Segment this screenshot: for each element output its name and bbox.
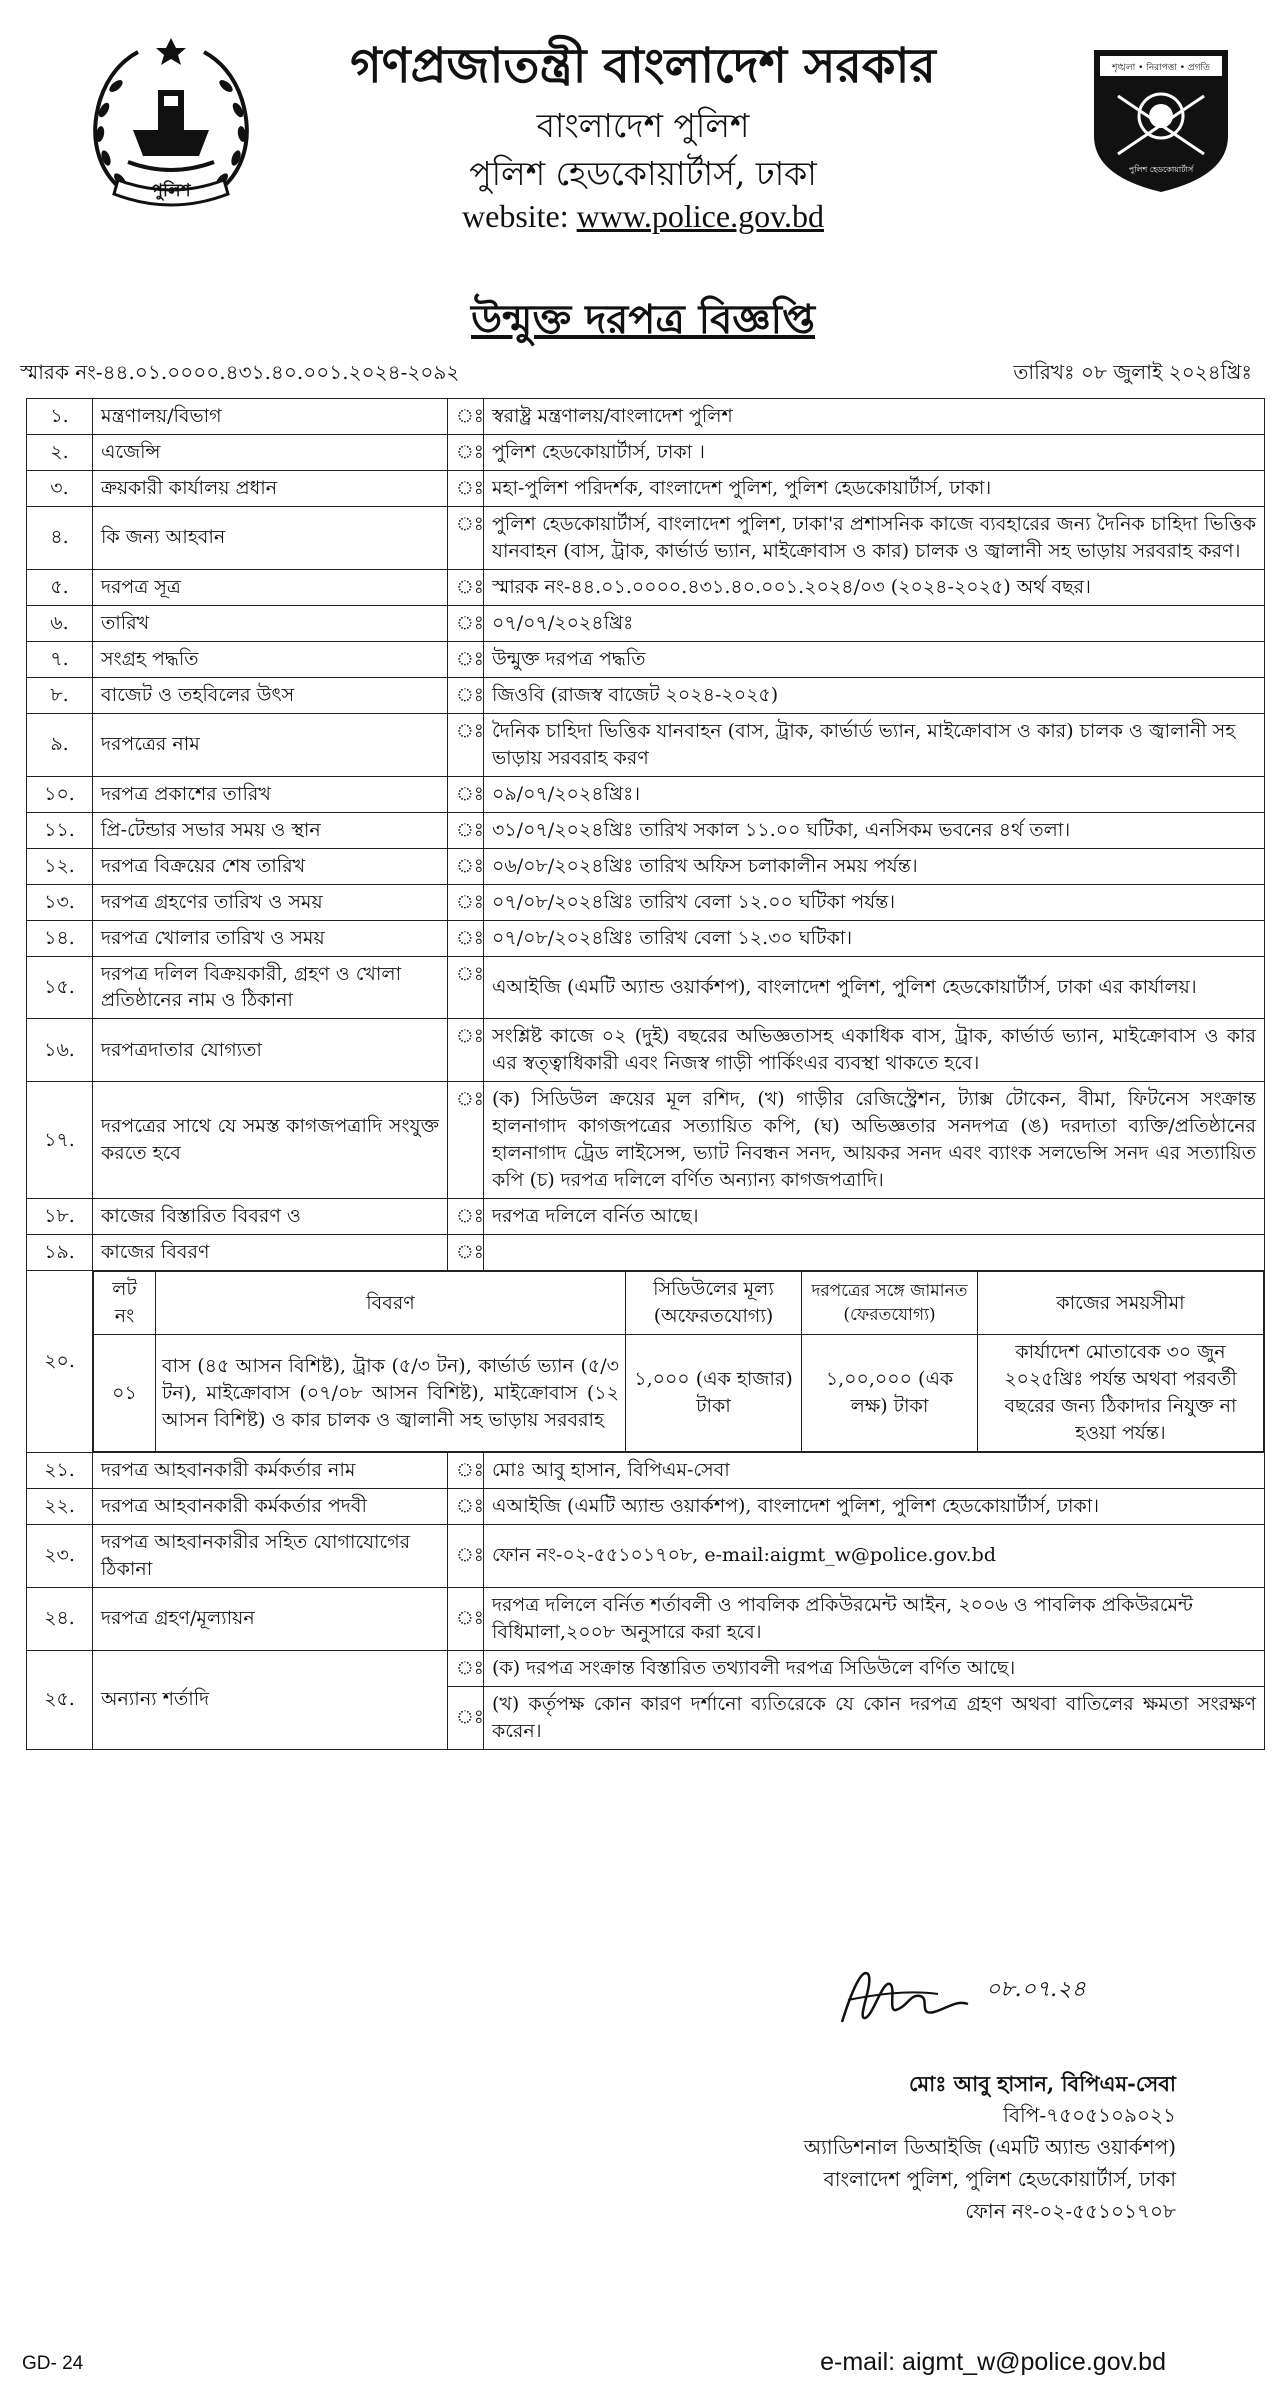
lot-header-timeline: কাজের সময়সীমা bbox=[978, 1272, 1264, 1335]
row-value: উন্মুক্ত দরপত্র পদ্ধতি bbox=[484, 641, 1265, 677]
row-number: ১৮. bbox=[27, 1199, 93, 1235]
row-number: ১৬. bbox=[27, 1019, 93, 1082]
signatory-email[interactable]: e-mail: aigmt_w@police.gov.bd bbox=[820, 2348, 1166, 2376]
row-number: ৭. bbox=[27, 641, 93, 677]
lot-header-price: সিডিউলের মূল্য (অফেরতযোগ্য) bbox=[626, 1272, 802, 1335]
table-row bbox=[27, 1235, 1265, 1271]
row-colon: ঃ bbox=[448, 776, 484, 812]
row-label: দরপত্রের নাম bbox=[93, 713, 448, 776]
lot-timeline: কার্যাদেশ মোতাবেক ৩০ জুন ২০২৫খ্রিঃ পর্যন্ত অথবা পরবর্তী বছরের জন্য ঠিকাদার নিযুক্ত না হওয়া পর্যন্ত। bbox=[978, 1335, 1264, 1452]
row-value: দৈনিক চাহিদা ভিত্তিক যানবাহন (বাস, ট্রাক, কার্ভার্ড ভ্যান, মাইক্রোবাস ও কার) চালক ও জ্বালানী সহ ভাড়ায় সরবরাহ করণ bbox=[484, 713, 1265, 776]
government-title: গণপ্রজাতন্ত্রী বাংলাদেশ সরকার bbox=[350, 38, 936, 94]
row-value: স্মারক নং-৪৪.০১.০০০০.৪৩১.৪০.০০১.২০২৪/০৩ (২০২৪-২০২৫) অর্থ বছর। bbox=[484, 569, 1265, 605]
row-number: ২৪. bbox=[27, 1587, 93, 1650]
row-value: সংশ্লিষ্ট কাজে ০২ (দুই) বছরের অভিজ্ঞতাসহ একাধিক বাস, ট্রাক, কার্ভার্ড ভ্যান, মাইক্রোবাস ও কার এর স্বত্ত্বাধিকারী এবং নিজস্ব গাড়ী পার্কিংএর ব্যবস্থা থাকতে হবে। bbox=[484, 1019, 1265, 1082]
table-row bbox=[27, 605, 1265, 641]
department-name: বাংলাদেশ পুলিশ bbox=[536, 106, 750, 145]
row-number: ২. bbox=[27, 434, 93, 470]
signature-date: ০৮.০৭.২৪ bbox=[986, 1977, 1086, 2002]
row-label: এজেন্সি bbox=[93, 434, 448, 470]
row-number: ১৯. bbox=[27, 1235, 93, 1271]
signatory-designation: অ্যাডিশনাল ডিআইজি (এমটি অ্যান্ড ওয়ার্কশপ) bbox=[803, 2135, 1176, 2159]
row-colon: ঃ bbox=[448, 677, 484, 713]
row-colon: ঃ bbox=[448, 812, 484, 848]
row-label: তারিখ bbox=[93, 605, 448, 641]
signatory-name: মোঃ আবু হাসান, বিপিএম-সেবা bbox=[909, 2071, 1176, 2096]
table-row bbox=[27, 713, 1265, 776]
signatory-office: বাংলাদেশ পুলিশ, পুলিশ হেডকোয়ার্টার্স, ঢাকা bbox=[823, 2167, 1176, 2191]
row-label: কাজের বিস্তারিত বিবরণ ও bbox=[93, 1199, 448, 1235]
row-number: ১২. bbox=[27, 848, 93, 884]
row-label: দরপত্রদাতার যোগ্যতা bbox=[93, 1019, 448, 1082]
table-row bbox=[27, 506, 1265, 569]
term-a: (ক) দরপত্র সংক্রান্ত বিস্তারিত তথ্যাবলী দরপত্র সিডিউলে বর্ণিত আছে। bbox=[484, 1650, 1265, 1686]
row-number: ২৩. bbox=[27, 1524, 93, 1587]
bangladesh-police-emblem-icon bbox=[78, 30, 264, 220]
row-value: ০৭/০৮/২০২৪খ্রিঃ তারিখ বেলা ১২.৩০ ঘটিকা। bbox=[484, 920, 1265, 956]
row-colon: ঃ bbox=[448, 569, 484, 605]
row-colon: ঃ bbox=[448, 1019, 484, 1082]
row-colon: ঃ bbox=[448, 470, 484, 506]
lot-header-security: দরপত্রের সঙ্গে জামানত (ফেরতযোগ্য) bbox=[802, 1272, 978, 1335]
table-row-lot-details bbox=[27, 1271, 1265, 1453]
table-row bbox=[27, 1488, 1265, 1524]
row-label: সংগ্রহ পদ্ধতি bbox=[93, 641, 448, 677]
lot-row bbox=[94, 1335, 1264, 1452]
table-row bbox=[27, 776, 1265, 812]
row-colon: ঃ bbox=[448, 1488, 484, 1524]
row-value: ০৭/০৮/২০২৪খ্রিঃ তারিখ বেলা ১২.০০ ঘটিকা পর্যন্ত। bbox=[484, 884, 1265, 920]
row-number: ২১. bbox=[27, 1453, 93, 1489]
website-link[interactable]: www.police.gov.bd bbox=[576, 198, 824, 234]
table-row bbox=[27, 956, 1265, 1019]
row-value bbox=[484, 1235, 1265, 1271]
row-colon: ঃ bbox=[448, 1199, 484, 1235]
row-label: দরপত্র দলিল বিক্রয়কারী, গ্রহণ ও খোলা প্রতিষ্ঠানের নাম ও ঠিকানা bbox=[93, 956, 448, 1019]
row-colon: ঃ bbox=[448, 1235, 484, 1271]
row-number: ৪. bbox=[27, 506, 93, 569]
svg-text:শৃঙ্খলা • নিরাপত্তা • প্রগতি: শৃঙ্খলা • নিরাপত্তা • প্রগতি bbox=[1112, 63, 1210, 73]
lot-details-cell bbox=[93, 1271, 1265, 1453]
table-row bbox=[27, 641, 1265, 677]
lot-header-row bbox=[94, 1272, 1264, 1335]
row-value: দরপত্র দলিলে বর্নিত শর্তাবলী ও পাবলিক প্রকিউরমেন্ট আইন, ২০০৬ ও পাবলিক প্রকিউরমেন্ট বিধিমালা,২০০৮ অনুসারে করা হবে। bbox=[484, 1587, 1265, 1650]
row-number: ১৪. bbox=[27, 920, 93, 956]
row-label: কাজের বিবরণ bbox=[93, 1235, 448, 1271]
lot-number: ০১ bbox=[94, 1335, 156, 1452]
row-number: ১১. bbox=[27, 812, 93, 848]
row-number: ৮. bbox=[27, 677, 93, 713]
row-value: এআইজি (এমটি অ্যান্ড ওয়ার্কশপ), বাংলাদেশ পুলিশ, পুলিশ হেডকোয়ার্টার্স, ঢাকা। bbox=[484, 1488, 1265, 1524]
row-value: ০৯/০৭/২০২৪খ্রিঃ। bbox=[484, 776, 1265, 812]
table-row bbox=[27, 1019, 1265, 1082]
row-number: ৫. bbox=[27, 569, 93, 605]
row-number: ১৭. bbox=[27, 1082, 93, 1199]
lot-price: ১,০০০ (এক হাজার) টাকা bbox=[626, 1335, 802, 1452]
table-row bbox=[27, 470, 1265, 506]
row-colon: ঃ bbox=[448, 920, 484, 956]
row-number: ৩. bbox=[27, 470, 93, 506]
table-row bbox=[27, 812, 1265, 848]
row-value: দরপত্র দলিলে বর্নিত আছে। bbox=[484, 1199, 1265, 1235]
table-row bbox=[27, 1199, 1265, 1235]
row-value: পুলিশ হেডকোয়ার্টার্স, বাংলাদেশ পুলিশ, ঢাকা'র প্রশাসনিক কাজে ব্যবহারের জন্য দৈনিক চাহিদা ভিত্তিক যানবাহন (বাস, ট্রাক, কার্ভার্ড ভ্যান, মাইক্রোবাস ও কার) চালক ও জ্বালানী সহ ভাড়ায় সরবরাহ করণ। bbox=[484, 506, 1265, 569]
row-number: ১০. bbox=[27, 776, 93, 812]
notice-date: তারিখঃ ০৮ জুলাই ২০২৪খ্রিঃ bbox=[1013, 360, 1252, 384]
row-label: দরপত্র বিক্রয়ের শেষ তারিখ bbox=[93, 848, 448, 884]
notice-title: উন্মুক্ত দরপত্র বিজ্ঞপ্তি bbox=[470, 296, 815, 343]
row-value: পুলিশ হেডকোয়ার্টার্স, ঢাকা । bbox=[484, 434, 1265, 470]
row-value: স্বরাষ্ট্র মন্ত্রণালয়/বাংলাদেশ পুলিশ bbox=[484, 399, 1265, 435]
row-value: মহা-পুলিশ পরিদর্শক, বাংলাদেশ পুলিশ, পুলিশ হেডকোয়ার্টার্স, ঢাকা। bbox=[484, 470, 1265, 506]
row-number: ১৩. bbox=[27, 884, 93, 920]
row-label: দরপত্র গ্রহণ/মূল্যায়ন bbox=[93, 1587, 448, 1650]
row-number: ১৫. bbox=[27, 956, 93, 1019]
row-number: ২২. bbox=[27, 1488, 93, 1524]
row-label: দরপত্র আহবানকারী কর্মকর্তার পদবী bbox=[93, 1488, 448, 1524]
row-label: দরপত্রের সাথে যে সমস্ত কাগজপত্রাদি সংযুক্ত করতে হবে bbox=[93, 1082, 448, 1199]
lot-security: ১,০০,০০০ (এক লক্ষ) টাকা bbox=[802, 1335, 978, 1452]
row-colon: ঃ bbox=[448, 1082, 484, 1199]
memo-number: স্মারক নং-৪৪.০১.০০০০.৪৩১.৪০.০০১.২০২৪-২০৯২ bbox=[20, 360, 460, 384]
term-b: (খ) কর্তৃপক্ষ কোন কারণ দর্শানো ব্যতিরেকে যে কোন দরপত্র গ্রহণ অথবা বাতিলের ক্ষমতা সংরক্ষণ করেন। bbox=[484, 1686, 1265, 1749]
row-colon: ঃ bbox=[448, 506, 484, 569]
row-colon: ঃ bbox=[448, 434, 484, 470]
lot-header-number: লট নং bbox=[94, 1272, 156, 1335]
row-colon: ঃ bbox=[448, 848, 484, 884]
row-label: দরপত্র আহবানকারীর সহিত যোগাযোগের ঠিকানা bbox=[93, 1524, 448, 1587]
row-colon: ঃ bbox=[448, 399, 484, 435]
table-row bbox=[27, 677, 1265, 713]
row-value: জিওবি (রাজস্ব বাজেট ২০২৪-২০২৫) bbox=[484, 677, 1265, 713]
table-row bbox=[27, 399, 1265, 435]
row-colon: ঃ bbox=[448, 605, 484, 641]
row-value: ০৬/০৮/২০২৪খ্রিঃ তারিখ অফিস চলাকালীন সময় পর্যন্ত। bbox=[484, 848, 1265, 884]
row-label: প্রি-টেন্ডার সভার সময় ও স্থান bbox=[93, 812, 448, 848]
signatory-phone: ফোন নং-০২-৫৫১০১৭০৮ bbox=[965, 2199, 1176, 2223]
row-colon: ঃ bbox=[448, 956, 484, 1019]
row-value: (ক) সিডিউল ক্রয়ের মূল রশিদ, (খ) গাড়ীর রেজিস্ট্রেশন, ট্যাক্স টোকেন, বীমা, ফিটনেস সংক্রান্ত হালনাগাদ কাগজপত্রের সত্যায়িত কপি, (ঘ) অভিজ্ঞতার সনদপত্র (ঙ) দরদাতা ব্যক্তি/প্রতিষ্ঠানের হালনাগাদ ট্রেড লাইসেন্স, ভ্যাট নিবন্ধন সনদ, আয়কর সনদ এবং ব্যাংক সলভেন্সি সনদ এর সত্যায়িত কপি (চ) দরপত্র দলিলে বর্ণিত অন্যান্য কাগজপত্রাদি। bbox=[484, 1082, 1265, 1199]
table-row bbox=[27, 434, 1265, 470]
row-value: ০৭/০৭/২০২৪খ্রিঃ bbox=[484, 605, 1265, 641]
footer-code: GD- 24 bbox=[22, 2353, 84, 2374]
row-label: মন্ত্রণালয়/বিভাগ bbox=[93, 399, 448, 435]
lot-table bbox=[93, 1271, 1264, 1452]
table-row bbox=[27, 569, 1265, 605]
row-colon: ঃ bbox=[448, 641, 484, 677]
row-colon: ঃ bbox=[448, 713, 484, 776]
row-colon: ঃ bbox=[448, 1686, 484, 1749]
table-row bbox=[27, 848, 1265, 884]
row-label: দরপত্র গ্রহণের তারিখ ও সময় bbox=[93, 884, 448, 920]
row-label: দরপত্র প্রকাশের তারিখ bbox=[93, 776, 448, 812]
website-label: website: bbox=[462, 198, 569, 234]
table-row bbox=[27, 920, 1265, 956]
website-line bbox=[300, 198, 986, 235]
row-colon: ঃ bbox=[448, 1587, 484, 1650]
table-row bbox=[27, 1082, 1265, 1199]
row-value: ৩১/০৭/২০২৪খ্রিঃ তারিখ সকাল ১১.০০ ঘটিকা, এনসিকম ভবনের ৪র্থ তলা। bbox=[484, 812, 1265, 848]
letterhead bbox=[0, 0, 1286, 384]
tender-details-table bbox=[26, 398, 1265, 1750]
row-value: ফোন নং-০২-৫৫১০১৭০৮, e-mail:aigmt_w@police.gov.bd bbox=[484, 1524, 1265, 1587]
row-label: দরপত্র সূত্র bbox=[93, 569, 448, 605]
row-number: ২০. bbox=[27, 1271, 93, 1453]
row-value: মোঃ আবু হাসান, বিপিএম-সেবা bbox=[484, 1453, 1265, 1489]
table-row bbox=[27, 884, 1265, 920]
table-row-other-terms bbox=[27, 1650, 1265, 1686]
table-row bbox=[27, 1587, 1265, 1650]
row-number: ৯. bbox=[27, 713, 93, 776]
row-label: ক্রয়কারী কার্যালয় প্রধান bbox=[93, 470, 448, 506]
row-colon: ঃ bbox=[448, 1453, 484, 1489]
police-headquarters-badge-icon bbox=[1090, 46, 1232, 196]
lot-description: বাস (৪৫ আসন বিশিষ্ট), ট্রাক (৫/৩ টন), কার্ভার্ড ভ্যান (৫/৩ টন), মাইক্রোবাস (০৭/০৮ আসন বিশিষ্ট), মাইক্রোবাস (১২ আসন বিশিষ্ট) ও কার চালক ও জ্বালানী সহ ভাড়ায় সরবরাহ bbox=[156, 1335, 626, 1452]
row-number: ১. bbox=[27, 399, 93, 435]
row-number: ২৫. bbox=[27, 1650, 93, 1749]
row-value: এআইজি (এমটি অ্যান্ড ওয়ার্কশপ), বাংলাদেশ পুলিশ, পুলিশ হেডকোয়ার্টার্স, ঢাকা এর কার্যালয়। bbox=[484, 956, 1265, 1019]
table-row bbox=[27, 1453, 1265, 1489]
lot-header-description: বিবরণ bbox=[156, 1272, 626, 1335]
row-label: দরপত্র খোলার তারিখ ও সময় bbox=[93, 920, 448, 956]
row-label: কি জন্য আহবান bbox=[93, 506, 448, 569]
row-label: বাজেট ও তহবিলের উৎস bbox=[93, 677, 448, 713]
row-label: দরপত্র আহবানকারী কর্মকর্তার নাম bbox=[93, 1453, 448, 1489]
svg-text:পুলিশ: পুলিশ bbox=[151, 181, 191, 201]
row-colon: ঃ bbox=[448, 1524, 484, 1587]
svg-text:পুলিশ হেডকোয়ার্টার্স: পুলিশ হেডকোয়ার্টার্স bbox=[1128, 165, 1194, 174]
row-colon: ঃ bbox=[448, 1650, 484, 1686]
office-name: পুলিশ হেডকোয়ার্টার্স, ঢাকা bbox=[469, 154, 817, 193]
row-number: ৬. bbox=[27, 605, 93, 641]
row-colon: ঃ bbox=[448, 884, 484, 920]
signatory-bp: বিপি-৭৫০৫১০৯০২১ bbox=[1003, 2103, 1176, 2127]
row-label: অন্যান্য শর্তাদি bbox=[93, 1650, 448, 1749]
table-row bbox=[27, 1524, 1265, 1587]
